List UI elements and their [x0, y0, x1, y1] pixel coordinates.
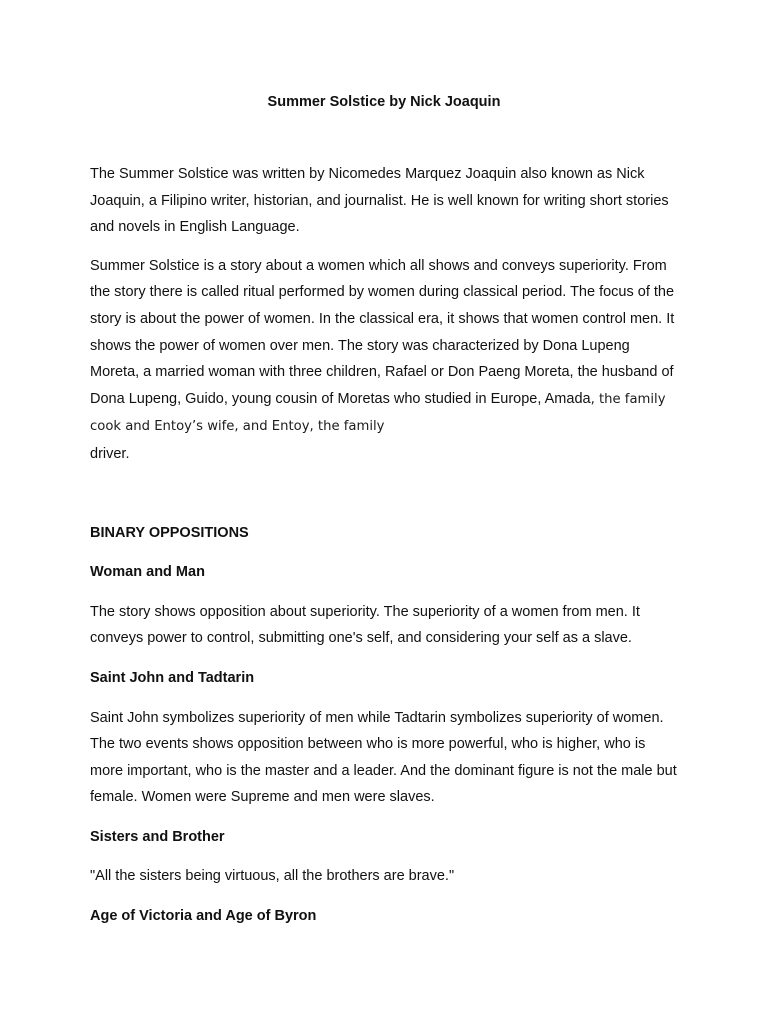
subsection-body-sisters-and-brother: "All the sisters being virtuous, all the brothers are brave." [90, 868, 455, 885]
intro-paragraph: The Summer Solstice was written by Nicomedes Marquez Joaquin also known as Nick Joaquin, a Filipino writer, historian, and journalist. He is well known for writing short stories and novels in English Language. [90, 166, 669, 236]
subsection-body-saint-john-and-tadtarin: Saint John symbolizes superiority of men while Tadtarin symbolizes superiority of women. The two events shows opposition between who is more powerful, who is higher, who is more important, who is the master and a leader. And the dominant figure is not the male but female. Women were Supreme and men were slaves. [90, 709, 677, 806]
subsection-heading-saint-john-and-tadtarin: Saint John and Tadtarin [90, 669, 255, 686]
summary-paragraph [90, 253, 680, 468]
document-body [90, 161, 680, 930]
subsection-heading-sisters-and-brother: Sisters and Brother [90, 828, 225, 845]
summary-paragraph-end: driver. [90, 445, 130, 462]
summary-paragraph-tail: , the family cook and Entoy’s wife, and Entoy, the family [90, 391, 666, 435]
subsection-body-woman-and-man: The story shows opposition about superiority. The superiority of a women from men. It conveys power to control, submitting one's self, and considering your self as a slave. [90, 603, 640, 647]
subsection-heading-age-of-victoria-and-age-of-byron: Age of Victoria and Age of Byron [90, 908, 317, 925]
section-heading-binary-oppositions: BINARY OPPOSITIONS [90, 524, 249, 541]
document-title: Summer Solstice by Nick Joaquin [267, 94, 501, 110]
summary-paragraph-main: Summer Solstice is a story about a women which all shows and conveys superiority. From the story there is called ritual performed by women during classical period. The focus of the story is about the power of women. In the classical era, it shows that women control men. It shows the power of women over men. The story was characterized by Dona Lupeng Moreta, a married woman with three children, Rafael or Don Paeng Moreta, the husband of Dona Lupeng, Guido, young cousin of Moretas who studied in Europe, Amada [90, 257, 675, 407]
subsection-heading-woman-and-man: Woman and Man [90, 564, 205, 581]
